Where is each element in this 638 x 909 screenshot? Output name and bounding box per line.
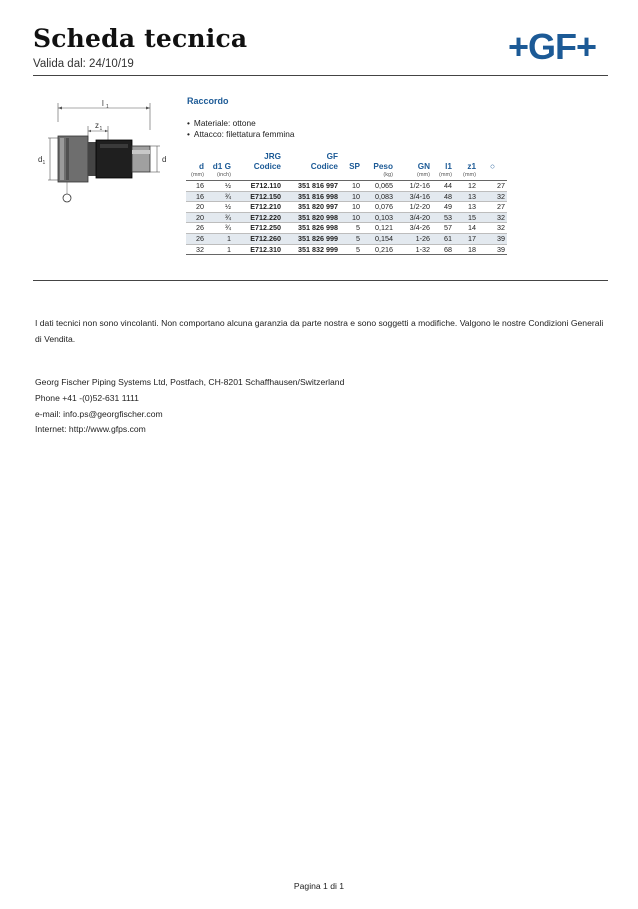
phone-number: Phone +41 -(0)52-631 1111 (35, 392, 139, 403)
col-gf: GF Codice (310, 152, 338, 171)
label-d1: d (38, 155, 43, 164)
page-footer: Pagina 1 di 1 (293, 881, 345, 891)
gf-logo (495, 30, 609, 64)
label-l1: l (102, 100, 104, 108)
table-row: 16 ¾ E712.150 351 816 998 10 0,083 3/4-16 48 13 32 (186, 191, 507, 202)
col-gn: GN (417, 162, 430, 171)
svg-text:1: 1 (42, 160, 46, 166)
col-d: d (198, 162, 204, 171)
header-divider (33, 75, 608, 76)
product-title: Raccordo (187, 96, 229, 106)
label-d: d (162, 155, 167, 164)
svg-text:1: 1 (106, 104, 109, 110)
table-row: 32 1 E712.310 351 832 999 5 0,216 1-32 68 18 39 (186, 244, 507, 255)
svg-text:1: 1 (99, 126, 103, 132)
col-l1: l1 (445, 162, 452, 171)
table-row: 16 ½ E712.110 351 816 997 10 0,065 1/2-16 44 12 27 (186, 181, 507, 192)
wrench-size-icon (63, 194, 71, 202)
feature-list (187, 118, 294, 140)
table-row: 26 ¾ E712.250 351 826 998 5 0,121 3/4-26 57 14 32 (186, 223, 507, 234)
contact-block (35, 375, 344, 438)
spec-header-row (186, 152, 507, 172)
page-title: Scheda tecnica (33, 24, 248, 53)
spec-unit-row: (mm) (inch) (kg) (mm) (mm) (mm) (186, 172, 507, 181)
feature-connection: • Attacco: filettatura femmina (187, 129, 294, 140)
disclaimer-text: I dati tecnici non sono vincolanti. Non comportano alcuna garanzia da parte nostra e sono soggetti a modifiche. Valgono le nostre Condizioni Generali di Vendita. (35, 318, 604, 344)
col-jrg: JRG Codice (253, 152, 281, 171)
col-wrench: ○ (490, 162, 495, 171)
content-divider (33, 280, 608, 281)
website-url: Internet: http://www.gfps.com (35, 424, 146, 435)
valid-date: Valida dal: 24/10/19 (33, 58, 134, 70)
col-peso: Peso (373, 162, 393, 171)
table-row: 20 ¾ E712.220 351 820 998 10 0,103 3/4-20 53 15 32 (186, 212, 507, 223)
email-address: e-mail: info.ps@georgfischer.com (35, 408, 163, 419)
fitting-drawing (36, 100, 170, 204)
feature-material: • Materiale: ottone (187, 118, 294, 129)
col-z1: z1 (467, 162, 476, 171)
table-row: 20 ½ E712.210 351 820 997 10 0,076 1/2-20 49 13 27 (186, 202, 507, 213)
table-row: 26 1 E712.260 351 826 999 5 0,154 1-26 61 17 39 (186, 233, 507, 244)
spec-table (186, 152, 507, 255)
company-address: Georg Fischer Piping Systems Ltd, Postfach, CH-8201 Schaffhausen/Switzerland (35, 377, 345, 387)
col-sp: SP (349, 162, 360, 171)
label-z1: z (95, 121, 99, 130)
gf-logo-text: +GF+ (507, 30, 597, 64)
col-d1g: d1 G (212, 162, 231, 171)
